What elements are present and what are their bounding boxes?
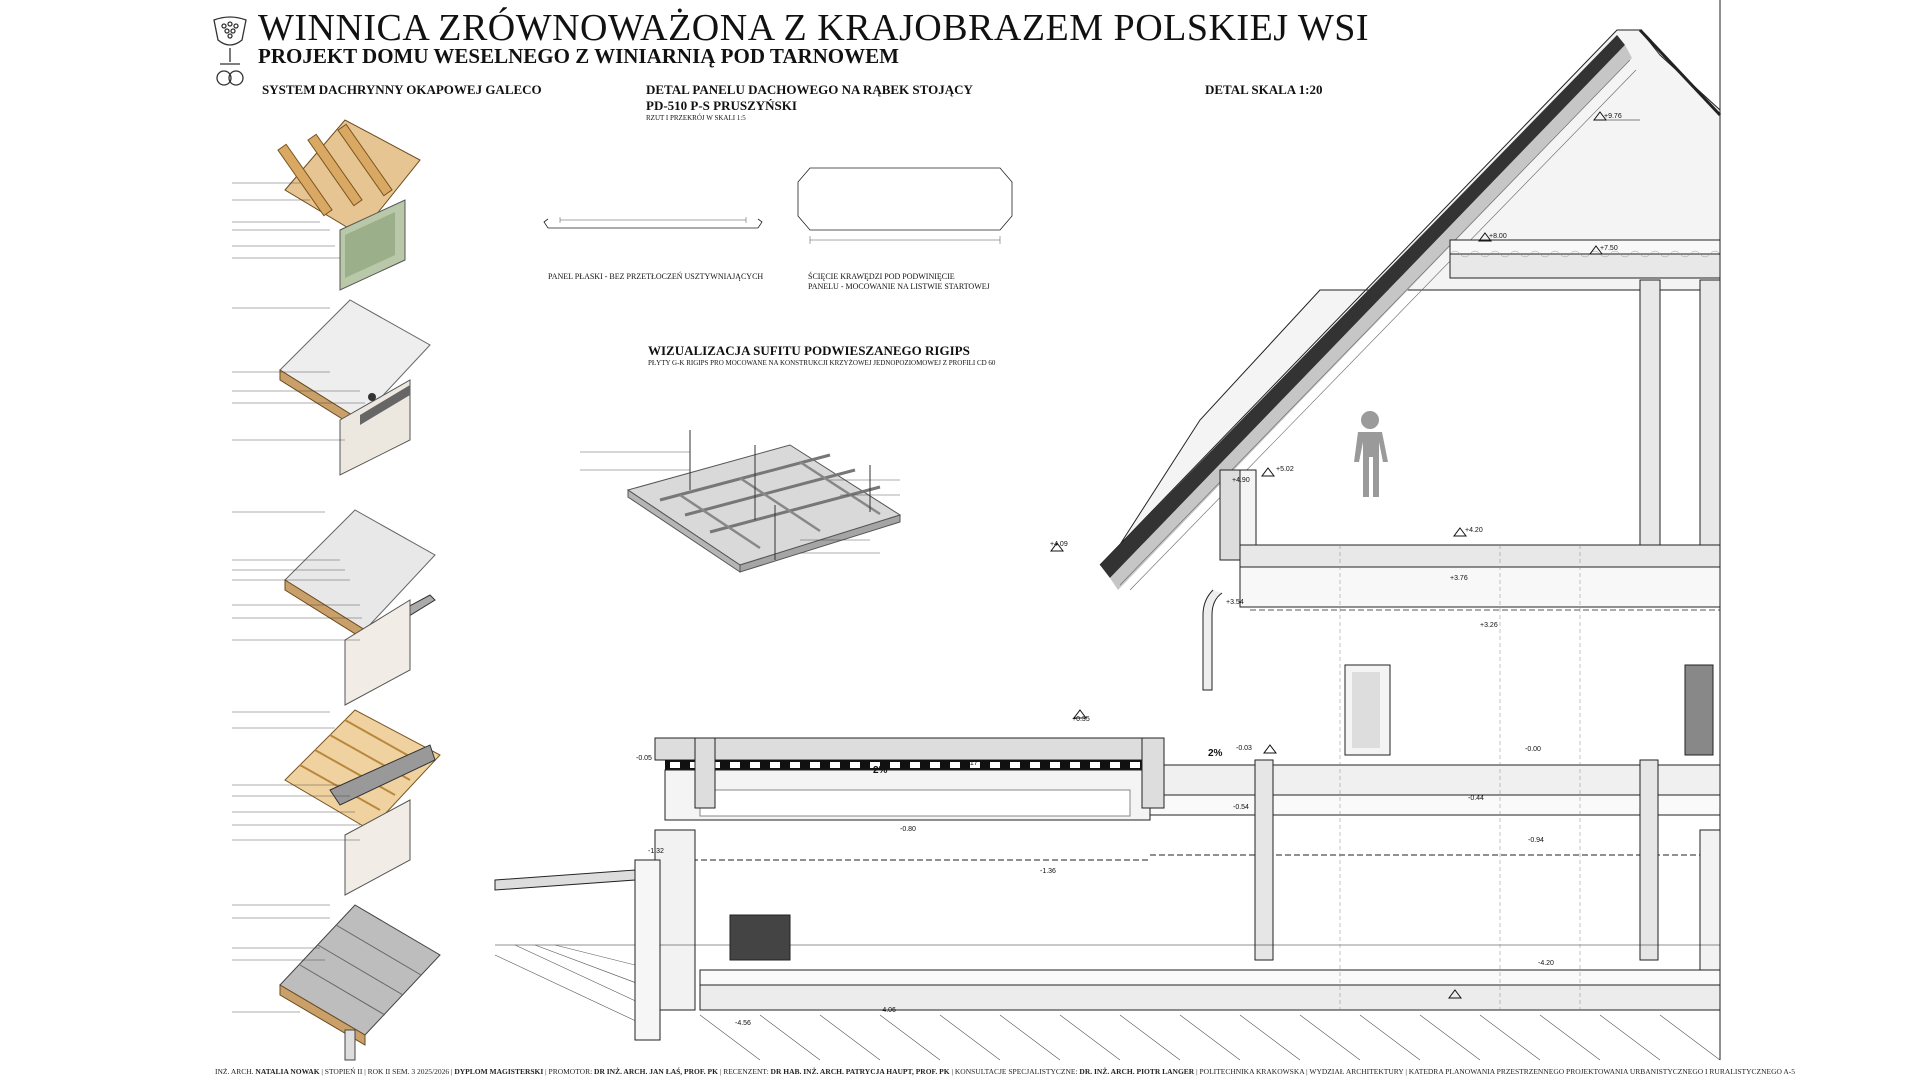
panel-scale-note: RZUT I PRZEKRÓJ W SKALI 1:5 bbox=[646, 114, 746, 122]
section-title-gutter: SYSTEM DACHRYNNY OKAPOWEJ GALECO bbox=[262, 82, 542, 97]
slope-label: 2% bbox=[873, 765, 888, 776]
roof-section bbox=[1100, 30, 1720, 755]
level-label: +5.02 bbox=[1276, 466, 1294, 473]
panel-profile-drawing bbox=[544, 168, 1012, 244]
level-label: -0.03 bbox=[1236, 745, 1252, 752]
panel-edge-caption-2: PANELU - MOCOWANIE NA LISTWIE STARTOWEJ bbox=[808, 282, 990, 291]
level-label: +8.00 bbox=[1489, 233, 1507, 240]
panel-edge-caption-1: ŚCIĘCIE KRAWĘDZI POD PODWINIĘCIE bbox=[808, 272, 955, 281]
page-title: WINNICA ZRÓWNOWAŻONA Z KRAJOBRAZEM POLSKIEJ WSI bbox=[258, 7, 1370, 49]
level-marker bbox=[1264, 745, 1276, 753]
level-label: -4.06 bbox=[880, 1007, 896, 1014]
level-label: +0.35 bbox=[1072, 716, 1090, 723]
level-label: +4.90 bbox=[1232, 477, 1250, 484]
level-label: -0.44 bbox=[1468, 795, 1484, 802]
level-label: +4.09 bbox=[1050, 541, 1068, 548]
level-label: +9.76 bbox=[1604, 113, 1622, 120]
level-label: +0.17 bbox=[960, 760, 978, 767]
level-label: -4.56 bbox=[735, 1020, 751, 1027]
section-title-panel: DETAL PANELU DACHOWEGO NA RĄBEK STOJĄCY bbox=[646, 82, 973, 97]
level-marker bbox=[1262, 468, 1274, 476]
level-label: -1.32 bbox=[648, 848, 664, 855]
section-title-panel-sub: PD-510 P-S PRUSZYŃSKI bbox=[646, 98, 797, 113]
level-label: +3.26 bbox=[1480, 622, 1498, 629]
level-label: +3.54 bbox=[1226, 599, 1244, 606]
ceiling-subtitle: PŁYTY G-K RIGIPS PRO MOCOWANE NA KONSTRUKCJI KRZYŻOWEJ JEDNOPOZIOMOWEJ Z PROFILI CD 60 bbox=[648, 359, 996, 367]
level-label: -4.20 bbox=[1538, 960, 1554, 967]
page-subtitle: PROJEKT DOMU WESELNEGO Z WINIARNIĄ POD TARNOWEM bbox=[258, 44, 899, 68]
gutter-detail-5 bbox=[232, 905, 440, 1060]
slope-label: 2% bbox=[1208, 748, 1223, 759]
winery-logo bbox=[214, 17, 246, 85]
level-label: -0.80 bbox=[900, 826, 916, 833]
section-title-detail-scale: DETAL SKALA 1:20 bbox=[1205, 82, 1323, 97]
gutter-detail-2 bbox=[232, 300, 430, 475]
footer-credits: INŻ. ARCH. NATALIA NOWAK | STOPIEŃ II | ROK II SEM. 3 2025/2026 | DYPLOM MAGISTERSKI | PROMOTOR: DR INŻ. ARCH. JAN ŁAŚ, PROF. PK | RECENZENT: DR HAB. INŻ. ARCH. PATRYCJA HAUPT, PROF. PK | KONSULTACJE SPECJALISTYCZNE: DR. INŻ. ARCH. PIOTR LANGER | POLITECHNIKA KRAKOWSKA | WYDZIAŁ ARCHITEKTURY | KATEDRA PLANOWANIA PRZESTRZENNEGO PROJEKTOWANIA URBANISTYCZNEGO I RURALISTYCZNEGO A-5 bbox=[215, 1067, 1796, 1076]
level-label: +7.50 bbox=[1600, 245, 1618, 252]
person-silhouette bbox=[1354, 411, 1388, 497]
section-title-ceiling: WIZUALIZACJA SUFITU PODWIESZANEGO RIGIPS bbox=[648, 343, 970, 358]
level-label: +3.76 bbox=[1450, 575, 1468, 582]
level-label: +4.20 bbox=[1465, 527, 1483, 534]
panel-flat-caption: PANEL PŁASKI - BEZ PRZETŁOCZEŃ USZTYWNIAJĄCYCH bbox=[548, 272, 764, 281]
suspended-ceiling-visualization bbox=[580, 430, 900, 572]
level-label: -0.05 bbox=[636, 755, 652, 762]
gutter-detail-1 bbox=[232, 120, 420, 290]
level-label: -0.94 bbox=[1528, 837, 1544, 844]
gutter-detail-3 bbox=[232, 510, 435, 705]
gutter-detail-4 bbox=[232, 710, 440, 895]
level-label: -0.00 bbox=[1525, 746, 1541, 753]
level-label: -1.36 bbox=[1040, 868, 1056, 875]
level-label: -0.54 bbox=[1233, 804, 1249, 811]
